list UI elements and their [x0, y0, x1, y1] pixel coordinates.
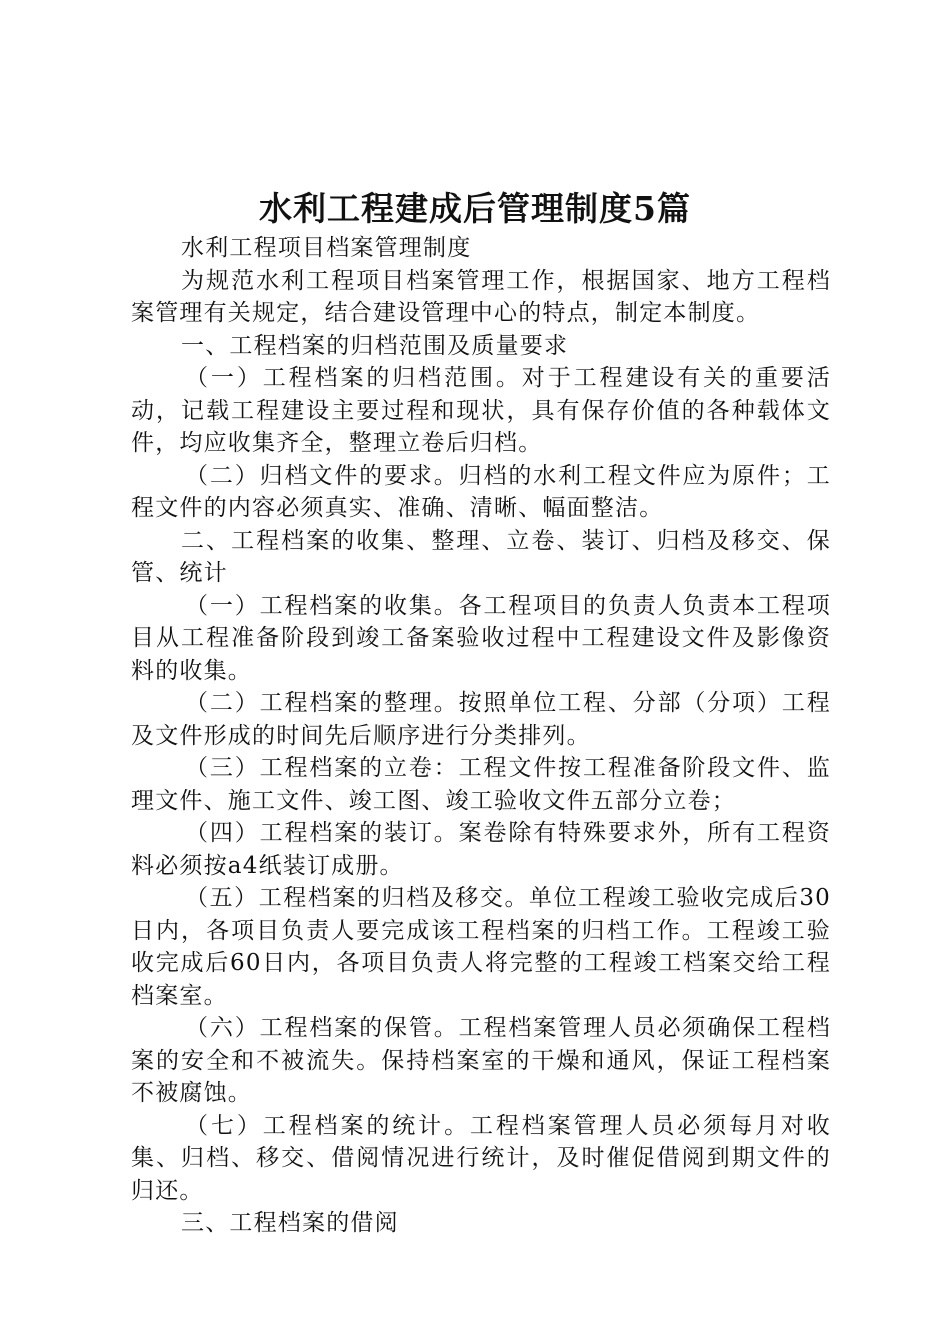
paragraph: （五）工程档案的归档及移交。单位工程竣工验收完成后30日内，各项目负责人要完成该工程档案的归档工作。工程竣工验收完成后60日内，各项目负责人将完整的工程竣工档案交给工程档案室。 [131, 885, 831, 1009]
paragraph: （二）工程档案的整理。按照单位工程、分部（分项）工程及文件形成的时间先后顺序进行分类排列。 [131, 690, 831, 749]
paragraph: （七）工程档案的统计。工程档案管理人员必须每月对收集、归档、移交、借阅情况进行统计，及时催促借阅到期文件的归还。 [131, 1112, 831, 1204]
paragraph: （六）工程档案的保管。工程档案管理人员必须确保工程档案的安全和不被流失。保持档案室的干燥和通风，保证工程档案不被腐蚀。 [131, 1015, 831, 1106]
document-body [131, 232, 831, 1240]
paragraph: 三、工程档案的借阅 [181, 1210, 399, 1236]
document-title: 水利工程建成后管理制度5篇 [259, 189, 691, 228]
paragraph: 一、工程档案的归档范围及质量要求 [181, 332, 569, 359]
paragraph: （三）工程档案的立卷：工程文件按工程准备阶段文件、监理文件、施工文件、竣工图、竣工验收文件五部分立卷； [131, 755, 831, 814]
paragraph: 二、工程档案的收集、整理、立卷、装订、归档及移交、保管、统计 [131, 527, 831, 586]
paragraph: （二）归档文件的要求。归档的水利工程文件应为原件；工程文件的内容必须真实、准确、清晰、幅面整洁。 [131, 462, 831, 521]
paragraph: （一）工程档案的归档范围。对于工程建设有关的重要活动，记载工程建设主要过程和现状，具有保存价值的各种载体文件，均应收集齐全，整理立卷后归档。 [131, 365, 831, 456]
paragraph: （四）工程档案的装订。案卷除有特殊要求外，所有工程资料必须按a4纸装订成册。 [131, 820, 831, 879]
paragraph: （一）工程档案的收集。各工程项目的负责人负责本工程项目从工程准备阶段到竣工备案验收过程中工程建设文件及影像资料的收集。 [131, 592, 831, 684]
paragraph: 为规范水利工程项目档案管理工作，根据国家、地方工程档案管理有关规定，结合建设管理中心的特点，制定本制度。 [131, 267, 831, 326]
paragraph: 水利工程项目档案管理制度 [181, 235, 472, 261]
